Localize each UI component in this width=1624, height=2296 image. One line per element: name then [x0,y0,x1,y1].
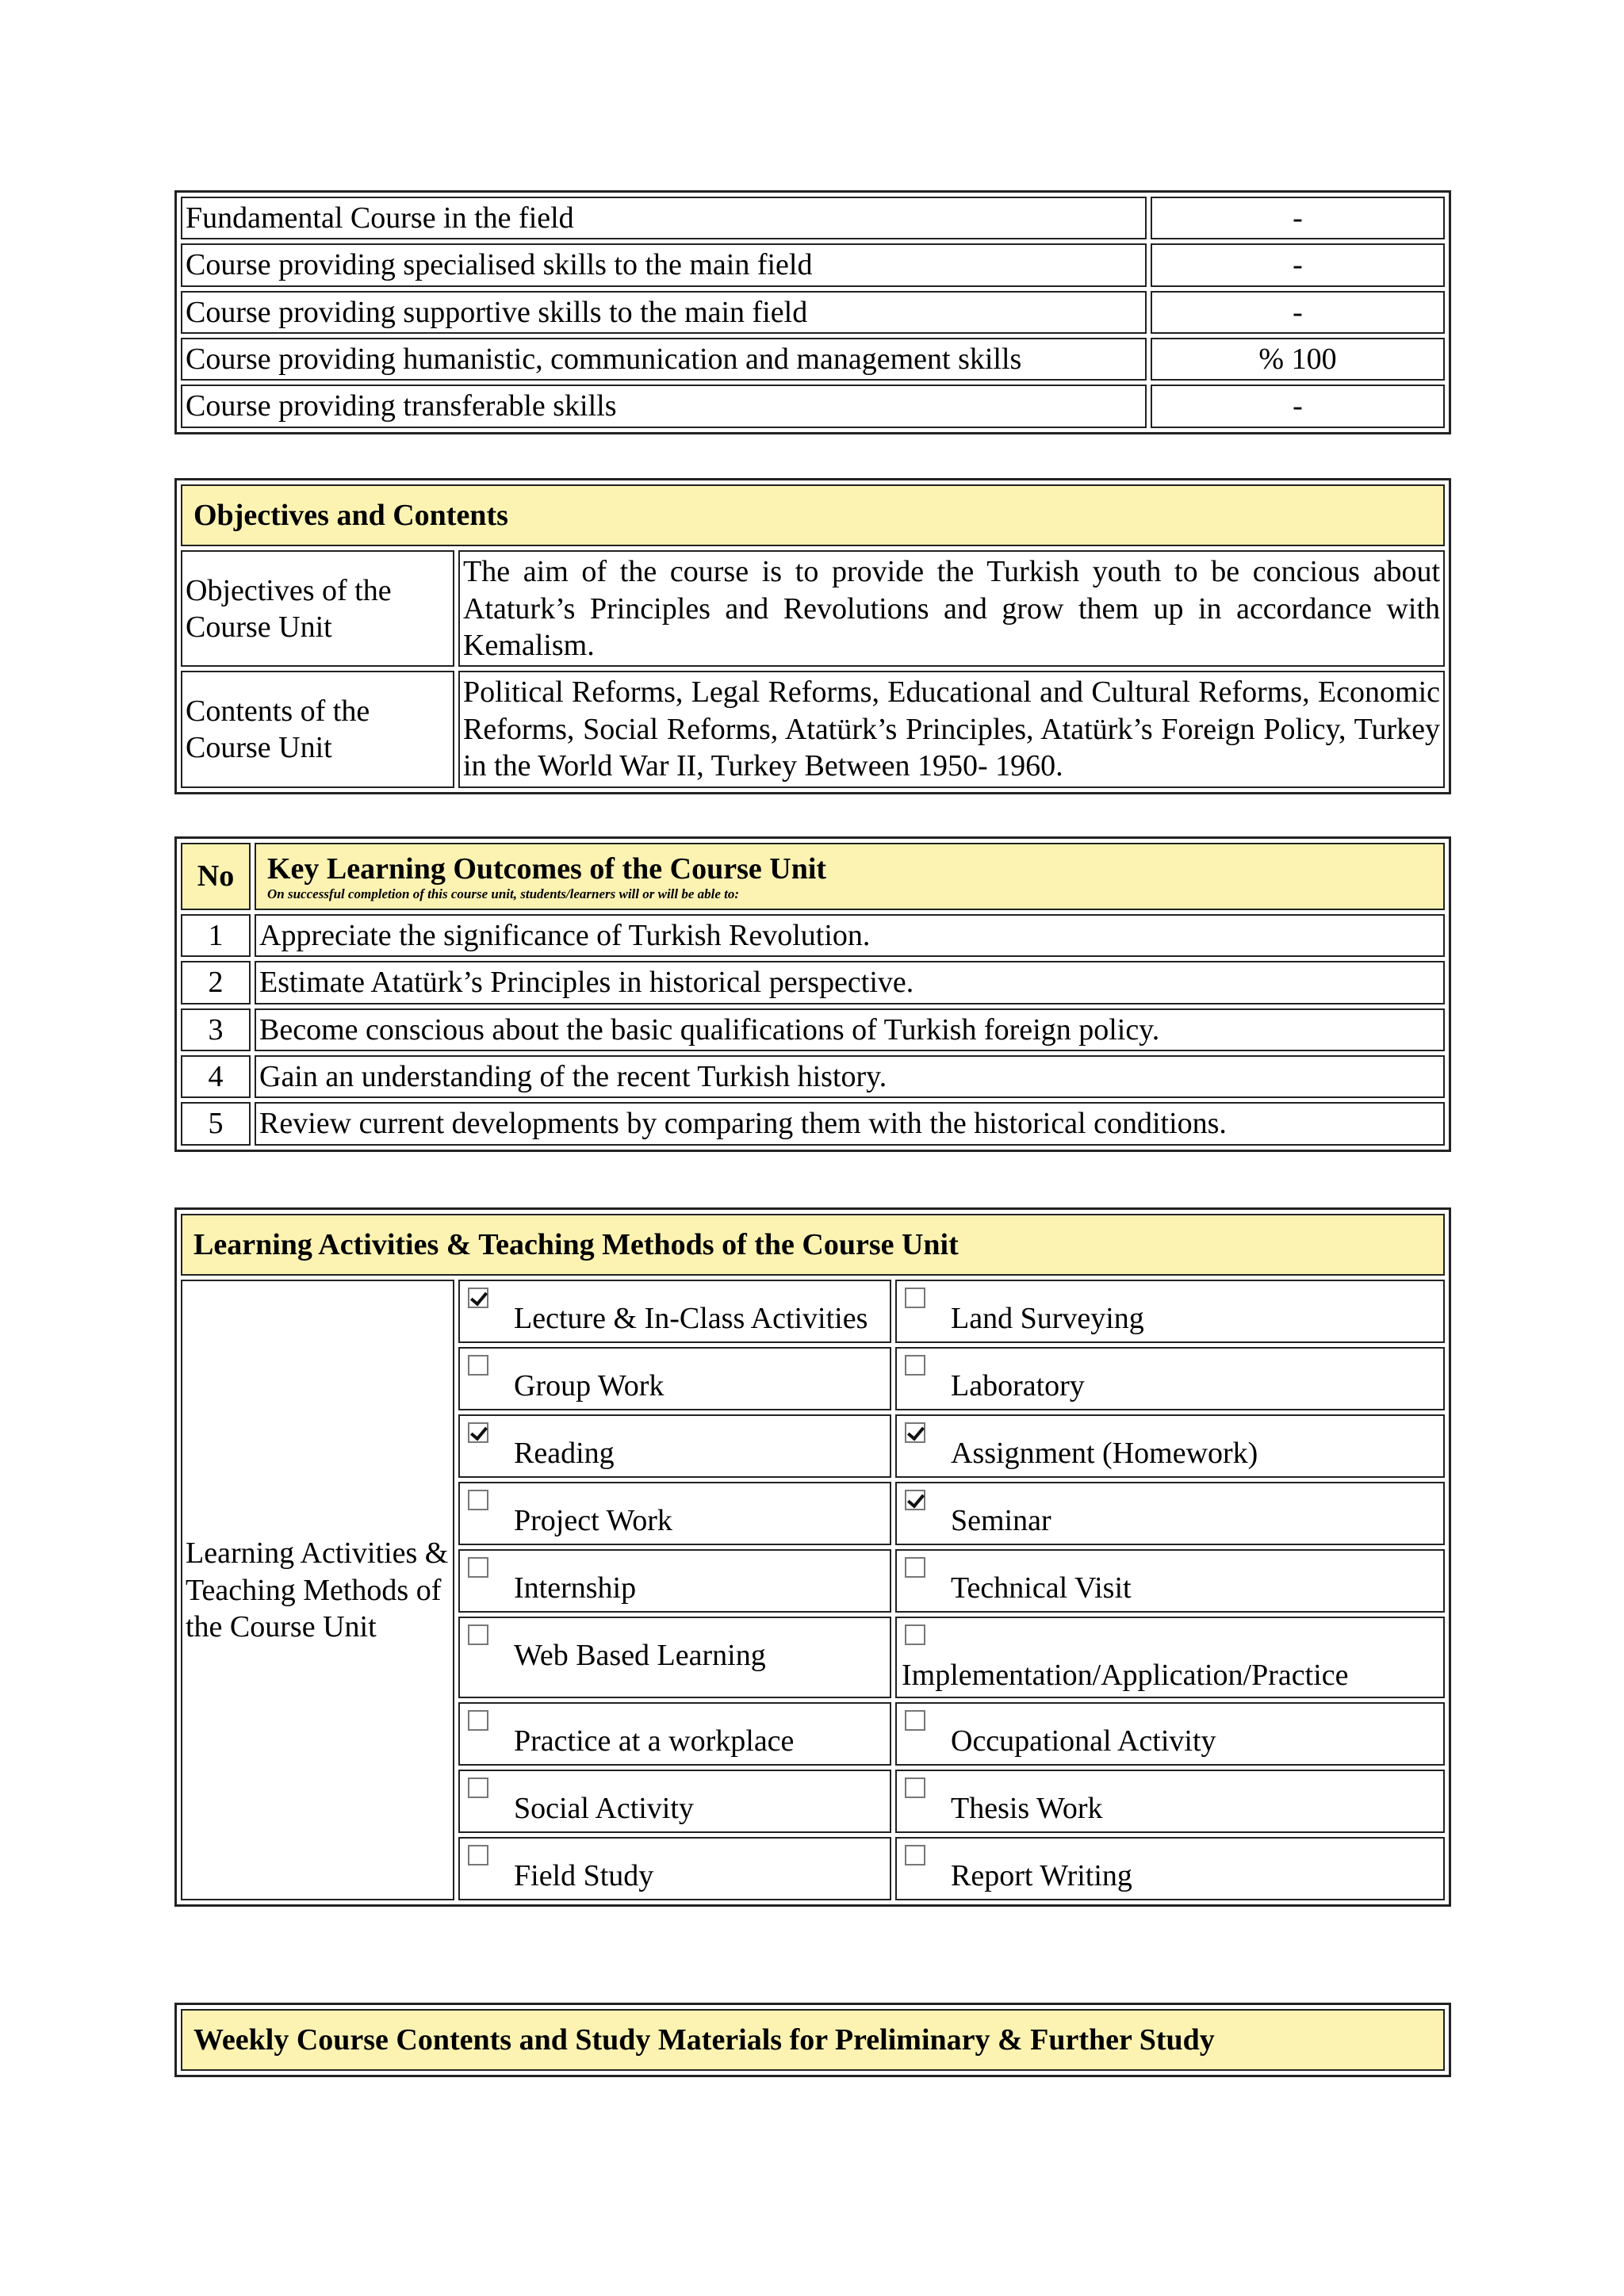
activity-option[interactable] [458,1280,891,1343]
table-row [181,243,1445,286]
activity-label: Web Based Learning [514,1639,766,1673]
activity-label: Report Writing [951,1859,1132,1893]
table-row [181,671,1445,787]
activities-side-label: Learning Activities & Teaching Methods of the Course Unit [181,1280,454,1900]
activity-option[interactable] [458,1482,891,1545]
checkbox[interactable] [468,1288,488,1308]
objectives-table [174,478,1451,794]
outcome-text: Estimate Atatürk’s Principles in historical perspective. [255,961,1445,1004]
activity-label: Project Work [514,1504,672,1538]
course-category-table [174,190,1451,434]
activity-label: Land Surveying [951,1302,1144,1336]
checkbox[interactable] [468,1422,488,1443]
activity-option[interactable] [895,1414,1445,1478]
activity-label: Group Work [514,1369,665,1403]
checkbox[interactable] [905,1624,925,1645]
outcome-text: Gain an understanding of the recent Turkish history. [255,1055,1445,1098]
outcome-number: 1 [181,914,251,957]
checkbox[interactable] [905,1422,925,1443]
category-label: Course providing transferable skills [181,385,1147,427]
section-title: Objectives and Contents [181,484,1445,546]
objectives-label: Objectives of the Course Unit [181,550,454,667]
category-value: - [1151,385,1445,427]
outcome-text: Appreciate the significance of Turkish Revolution. [255,914,1445,957]
table-row [181,914,1445,957]
activity-label: Reading [514,1437,615,1471]
activity-option[interactable] [895,1347,1445,1410]
outcomes-title: Key Learning Outcomes of the Course Unit [267,852,827,886]
category-value: - [1151,243,1445,286]
activity-label: Laboratory [951,1369,1085,1403]
activity-label: Social Activity [514,1792,694,1826]
checkbox[interactable] [905,1710,925,1731]
checkbox[interactable] [905,1355,925,1376]
section-title: Learning Activities & Teaching Methods of the Course Unit [181,1214,1445,1276]
category-label: Course providing specialised skills to the main field [181,243,1147,286]
activity-label: Seminar [951,1504,1051,1538]
outcomes-header [255,843,1445,910]
category-label: Course providing supportive skills to the main field [181,291,1147,334]
checkbox[interactable] [905,1845,925,1866]
table-row [181,961,1445,1004]
activity-label: Practice at a workplace [514,1724,795,1758]
activity-option[interactable] [895,1482,1445,1545]
activity-option[interactable] [458,1617,891,1698]
activity-option[interactable] [458,1770,891,1833]
outcome-number: 4 [181,1055,251,1098]
activities-table [174,1207,1451,1907]
checkbox[interactable] [468,1710,488,1731]
category-label: Course providing humanistic, communication and management skills [181,338,1147,381]
outcomes-subtitle: On successful completion of this course unit, students/learners will or will be able to: [267,886,740,902]
objectives-text: The aim of the course is to provide the Turkish youth to be concious about Ataturk’s Principles and Revolutions and grow them up in accordance with Kemalism. [458,550,1445,667]
activity-option[interactable] [895,1770,1445,1833]
checkbox[interactable] [468,1845,488,1866]
activity-option[interactable] [895,1617,1445,1698]
table-row [181,1102,1445,1145]
activity-option[interactable] [895,1549,1445,1613]
checkbox[interactable] [905,1288,925,1308]
activity-option[interactable] [895,1280,1445,1343]
outcome-text: Become conscious about the basic qualifications of Turkish foreign policy. [255,1008,1445,1051]
table-row [181,385,1445,427]
activity-label: Internship [514,1571,637,1605]
table-row [181,338,1445,381]
activity-label: Thesis Work [951,1792,1103,1826]
outcome-number: 3 [181,1008,251,1051]
activity-option[interactable] [458,1837,891,1900]
category-value: % 100 [1151,338,1445,381]
checkbox[interactable] [468,1355,488,1376]
activity-label: Occupational Activity [951,1724,1216,1758]
category-value: - [1151,291,1445,334]
contents-label: Contents of the Course Unit [181,671,454,787]
no-header: No [181,843,251,910]
category-value: - [1151,197,1445,239]
table-row [181,550,1445,667]
category-label: Fundamental Course in the field [181,197,1147,239]
checkbox[interactable] [905,1557,925,1578]
activity-label: Lecture & In-Class Activities [514,1302,868,1336]
activity-option[interactable] [458,1549,891,1613]
activity-label: Technical Visit [951,1571,1132,1605]
section-title: Weekly Course Contents and Study Materials for Preliminary & Further Study [181,2009,1445,2071]
checkbox[interactable] [468,1777,488,1798]
activity-option[interactable] [458,1414,891,1478]
checkbox[interactable] [905,1490,925,1510]
activity-option[interactable] [458,1702,891,1766]
outcome-text: Review current developments by comparing them with the historical conditions. [255,1102,1445,1145]
weekly-table [174,2003,1451,2077]
table-row [181,1280,1445,1343]
checkbox[interactable] [468,1557,488,1578]
outcomes-table [174,836,1451,1152]
checkbox[interactable] [468,1490,488,1510]
table-row [181,1008,1445,1051]
table-row [181,197,1445,239]
contents-text: Political Reforms, Legal Reforms, Educational and Cultural Reforms, Economic Reforms, Social Reforms, Atatürk’s Principles, Atatürk’s Foreign Policy, Turkey in the World War II, Turkey Between 1950- 1960. [458,671,1445,787]
outcome-number: 5 [181,1102,251,1145]
table-row [181,291,1445,334]
activity-option[interactable] [895,1702,1445,1766]
activity-label: Implementation/Application/Practice [902,1658,1349,1692]
activity-label: Assignment (Homework) [951,1437,1258,1471]
activity-label: Field Study [514,1859,654,1893]
activity-option[interactable] [895,1837,1445,1900]
activity-option[interactable] [458,1347,891,1410]
checkbox[interactable] [468,1624,488,1645]
table-row [181,1055,1445,1098]
checkbox[interactable] [905,1777,925,1798]
outcome-number: 2 [181,961,251,1004]
